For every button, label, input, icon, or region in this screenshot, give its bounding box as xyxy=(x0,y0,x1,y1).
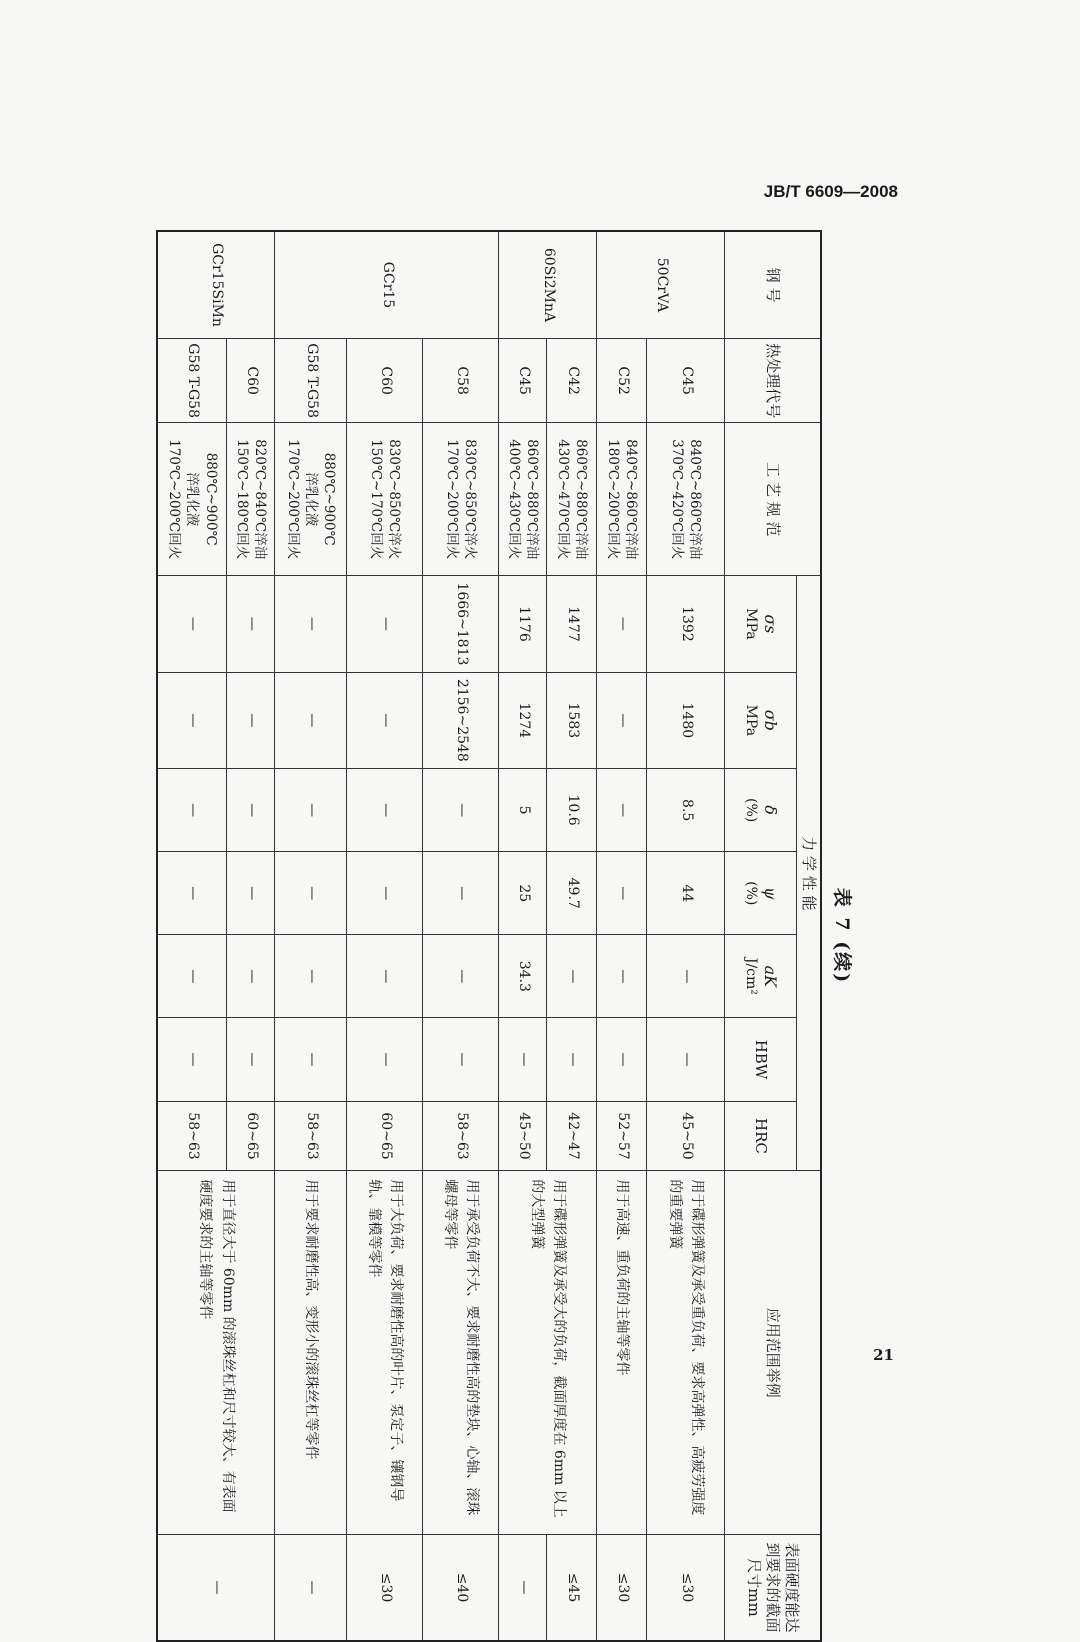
steel-cell: 50CrVA xyxy=(597,231,725,339)
ak-cell: — xyxy=(423,935,499,1018)
section-cell: — xyxy=(499,1534,547,1641)
table-row xyxy=(347,231,423,1641)
process-cell xyxy=(157,423,227,576)
sigma-b-unit: MPa xyxy=(743,704,760,737)
hbw-cell: — xyxy=(227,1018,275,1101)
delta-cell: 10.6 xyxy=(547,769,597,852)
process-cell xyxy=(597,423,647,576)
table-row xyxy=(275,231,347,1641)
section-cell: ≤40 xyxy=(423,1534,499,1641)
process-line: 400℃~430℃回火 xyxy=(506,439,522,560)
psi-cell: — xyxy=(275,852,347,935)
section-cell: ≤30 xyxy=(597,1534,647,1641)
application-cell: 用于高速、重负荷的主轴等零件 xyxy=(597,1171,647,1535)
steel-cell: GCr15 xyxy=(275,231,499,339)
delta-cell: — xyxy=(347,769,423,852)
sigma-b-cell: — xyxy=(227,672,275,768)
sigma-s-cell: — xyxy=(157,576,227,672)
ak-unit: J/cm² xyxy=(743,957,760,995)
delta-cell: — xyxy=(227,769,275,852)
process-cell xyxy=(423,423,499,576)
sigma-b-cell: 1480 xyxy=(647,672,725,768)
code-cell: C45 xyxy=(647,339,725,423)
ak-cell: 34.3 xyxy=(499,935,547,1018)
sigma-s-cell: — xyxy=(275,576,347,672)
process-cell xyxy=(547,423,597,576)
section-cell: — xyxy=(157,1534,275,1641)
header-psi xyxy=(725,852,797,935)
psi-cell: 44 xyxy=(647,852,725,935)
ak-cell: — xyxy=(547,935,597,1018)
code-cell: C45 xyxy=(499,339,547,423)
hrc-cell: 45~50 xyxy=(499,1101,547,1171)
process-line: 830℃~850℃淬火 xyxy=(386,439,403,560)
application-cell: 用于直径大于 60mm 的滚珠丝杠和尺寸较大、有表面硬度要求的主轴等零件 xyxy=(157,1171,275,1535)
hrc-cell: 58~63 xyxy=(275,1101,347,1171)
psi-cell: 25 xyxy=(499,852,547,935)
sigma-b-symbol: σb xyxy=(761,709,780,731)
code-cell: C58 xyxy=(423,339,499,423)
table-row xyxy=(227,231,275,1641)
application-cell: 用于碟形弹簧及承受大的负荷，截面厚度在 6mm 以上的大型弹簧 xyxy=(499,1171,597,1535)
psi-cell: 49.7 xyxy=(547,852,597,935)
application-cell: 用于大负荷、要求耐磨性高的叶片、泵定子、镶钢导轨、靠模等零件 xyxy=(347,1171,423,1535)
hbw-cell: — xyxy=(347,1018,423,1101)
process-line: 820℃~840℃淬油 xyxy=(252,439,269,560)
table-row xyxy=(547,231,597,1641)
heat-treatment-table xyxy=(156,230,822,1642)
sigma-s-cell: — xyxy=(227,576,275,672)
page-number: 21 xyxy=(873,1346,894,1364)
table-row xyxy=(647,231,725,1641)
ak-cell: — xyxy=(275,935,347,1018)
header-application: 应用范围举例 xyxy=(725,1171,821,1535)
delta-symbol: δ xyxy=(761,805,780,815)
hrc-cell: 58~63 xyxy=(423,1101,499,1171)
hbw-cell: — xyxy=(157,1018,227,1101)
ak-symbol: aK xyxy=(761,965,780,988)
process-line: 150℃~180℃回火 xyxy=(234,439,250,560)
process-line: 370℃~420℃回火 xyxy=(669,439,685,560)
process-line: 880℃~900℃ xyxy=(202,452,219,546)
delta-cell: 8.5 xyxy=(647,769,725,852)
ak-cell: — xyxy=(597,935,647,1018)
hrc-cell: 60~65 xyxy=(347,1101,423,1171)
hrc-cell: 52~57 xyxy=(597,1101,647,1171)
hbw-cell: — xyxy=(423,1018,499,1101)
sigma-s-unit: MPa xyxy=(743,608,760,640)
hbw-cell: — xyxy=(275,1018,347,1101)
header-hrc: HRC xyxy=(725,1101,797,1171)
header-hbw: HBW xyxy=(725,1018,797,1101)
psi-symbol: ψ xyxy=(761,886,780,900)
process-line: 180℃~200℃回火 xyxy=(605,439,621,560)
delta-cell: — xyxy=(423,769,499,852)
psi-cell: — xyxy=(347,852,423,935)
psi-cell: — xyxy=(597,852,647,935)
delta-cell: — xyxy=(597,769,647,852)
hrc-cell: 58~63 xyxy=(157,1101,227,1171)
delta-cell: — xyxy=(275,769,347,852)
process-line: 430℃~470℃回火 xyxy=(555,439,571,560)
header-steel: 钢 号 xyxy=(725,231,821,339)
section-cell: ≤30 xyxy=(347,1534,423,1641)
process-line: 860℃~880℃淬油 xyxy=(524,439,541,560)
process-line: 170℃~200℃回火 xyxy=(166,439,183,560)
hbw-cell: — xyxy=(597,1018,647,1101)
header-process: 工 艺 规 范 xyxy=(725,423,821,576)
process-line: 830℃~850℃淬火 xyxy=(462,439,479,560)
psi-unit: (%) xyxy=(743,881,760,906)
process-line: 淬乳化液 xyxy=(184,472,201,527)
hbw-cell: — xyxy=(647,1018,725,1101)
sigma-s-cell: 1176 xyxy=(499,576,547,672)
ak-cell: — xyxy=(157,935,227,1018)
sigma-s-cell: 1477 xyxy=(547,576,597,672)
sigma-b-cell: — xyxy=(157,672,227,768)
psi-cell: — xyxy=(157,852,227,935)
delta-cell: — xyxy=(157,769,227,852)
steel-cell: GCr15SiMn xyxy=(157,231,275,339)
hrc-cell: 45~50 xyxy=(647,1101,725,1171)
psi-cell: — xyxy=(227,852,275,935)
hrc-cell: 60~65 xyxy=(227,1101,275,1171)
steel-cell: 60Si2MnA xyxy=(499,231,597,339)
application-cell: 用于要求耐磨性高、变形小的滚珠丝杠等零件 xyxy=(275,1171,347,1535)
ak-cell: — xyxy=(647,935,725,1018)
code-cell: C42 xyxy=(547,339,597,423)
process-cell xyxy=(227,423,275,576)
application-cell: 用于承受负荷不大、要求耐磨性高的垫块、心轴、滚珠螺母等零件 xyxy=(423,1171,499,1535)
section-cell: ≤45 xyxy=(547,1534,597,1641)
hrc-cell: 42~47 xyxy=(547,1101,597,1171)
delta-cell: 5 xyxy=(499,769,547,852)
sigma-b-cell: 1583 xyxy=(547,672,597,768)
table-caption: 表 7 (续) xyxy=(831,887,853,985)
rotated-table-block xyxy=(166,230,862,1642)
code-cell: G58 T-G58 xyxy=(157,339,227,423)
code-cell: C52 xyxy=(597,339,647,423)
process-line: 880℃~900℃ xyxy=(321,452,338,546)
process-cell xyxy=(275,423,347,576)
process-line: 840℃~860℃淬油 xyxy=(623,439,640,560)
header-sigma-b xyxy=(725,672,797,768)
psi-cell: — xyxy=(423,852,499,935)
header-ak xyxy=(725,935,797,1018)
process-cell xyxy=(499,423,547,576)
process-line: 150℃~170℃回火 xyxy=(368,439,384,560)
sigma-s-cell: 1666~1813 xyxy=(423,576,499,672)
process-line: 170℃~200℃回火 xyxy=(444,439,460,560)
process-line: 170℃~200℃回火 xyxy=(284,439,301,560)
sigma-s-symbol: σs xyxy=(761,614,780,634)
delta-unit: (%) xyxy=(743,797,760,823)
sigma-b-cell: 2156~2548 xyxy=(423,672,499,768)
sigma-s-cell: — xyxy=(597,576,647,672)
header-mech-properties: 力 学 性 能 xyxy=(797,576,821,1171)
table-row xyxy=(597,231,647,1641)
ak-cell: — xyxy=(347,935,423,1018)
standard-number: JB/T 6609—2008 xyxy=(763,182,898,201)
code-cell: C60 xyxy=(347,339,423,423)
code-cell: G58 T-G58 xyxy=(275,339,347,423)
ak-cell: — xyxy=(227,935,275,1018)
process-line: 860℃~880℃淬油 xyxy=(573,439,590,560)
header-code: 热处理代号 xyxy=(725,339,821,423)
sigma-s-cell: — xyxy=(347,576,423,672)
sigma-b-cell: — xyxy=(597,672,647,768)
process-line: 840℃~860℃淬油 xyxy=(687,439,704,560)
section-cell: — xyxy=(275,1534,347,1641)
sigma-b-cell: — xyxy=(347,672,423,768)
table-row xyxy=(423,231,499,1641)
process-cell xyxy=(647,423,725,576)
process-line: 淬乳化液 xyxy=(303,472,320,527)
code-cell: C60 xyxy=(227,339,275,423)
process-cell xyxy=(347,423,423,576)
hbw-cell: — xyxy=(499,1018,547,1101)
header-section-size: 表面硬度能达到要求的截面尺寸mm xyxy=(725,1534,821,1641)
section-cell: ≤30 xyxy=(647,1534,725,1641)
header-sigma-s xyxy=(725,576,797,672)
sigma-s-cell: 1392 xyxy=(647,576,725,672)
application-cell: 用于碟形弹簧及承受重负荷、要求高弹性、高疲劳强度的重要弹簧 xyxy=(647,1171,725,1535)
sigma-b-cell: — xyxy=(275,672,347,768)
sigma-b-cell: 1274 xyxy=(499,672,547,768)
header-delta xyxy=(725,769,797,852)
hbw-cell: — xyxy=(547,1018,597,1101)
